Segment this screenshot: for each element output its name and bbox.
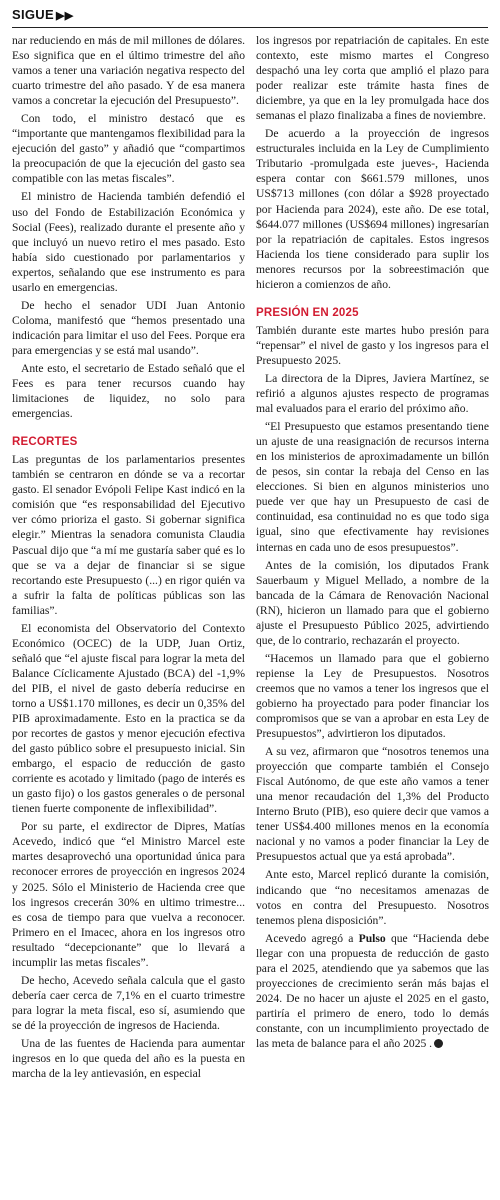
section-subhead-presion: PRESIÓN EN 2025	[256, 306, 359, 319]
paragraph: los ingresos por repatriación de capitales. En este contexto, este mismo martes el Congreso despachó una ley corta que amplió el plazo para poder realizar este trámite hasta fines de diciembre, ya que en la ley promulgada hace dos semanas el plazo finalizaba a fines de noviembre.	[256, 34, 489, 123]
paragraph: El economista del Observatorio del Contexto Económico (OCEC) de la UDP, Juan Ortiz, señaló que “el ajuste fiscal para lograr la meta del Balance Cíclicamente Ajustado (BCA) del -1,9% del PIB, el nivel de gasto debería reducirse en torno a US$1.170 millones, es decir un 0,35% del PIB aproximadamente. Esto en la practica se da por recortes de gastos y menor ejecución efectiva del gasto público sobre el presupuesto inicial. Sin embargo, el espacio de reducción de gasto corriente es acotado y limitado (pago de interés es un gasto fijo) o los gastos generales o de personal tienen fuerte componente de inflexibilidad”.	[12, 621, 245, 816]
paragraph: De hecho el senador UDI Juan Antonio Coloma, manifestó que “hemos presentado una indicación para limitar el uso del Fees. Porque era para emergencias y se está mal usando”.	[12, 298, 245, 357]
paragraph: “Hacemos un llamado para que el gobierno repiense la Ley de Presupuestos. Nosotros creemos que no vamos a tener los ingresos que el gobierno ha proyectado para poder financiar los compromisos que se van a aprobar en esta Ley de Presupuestos”, advirtieron los diputados.	[256, 651, 489, 741]
article-column-left	[12, 33, 245, 1081]
paragraph: También durante este martes hubo presión para “repensar” el nivel de gasto y los ingresos para el Presupuesto 2025.	[256, 323, 489, 367]
paragraph: La directora de la Dipres, Javiera Martínez, se refirió a algunos ajustes respecto de programas mal evaluados para el erario del próximo año.	[256, 371, 489, 416]
paragraph: De hecho, Acevedo señala calcula que el gasto debería caer cerca de 7,1% en el cuarto trimestre para lograr la meta fiscal, eso sí, asumiendo que se dé la proyección de ingresos de Hacienda.	[12, 973, 245, 1032]
article-column-right	[256, 33, 489, 1051]
continued-label: SIGUE	[12, 7, 54, 22]
paragraph: Ante esto, el secretario de Estado señaló que el Fees es para tener recursos cuando hay limitaciones de liquidez, no solo para emergencias.	[12, 361, 245, 421]
paragraph: Con todo, el ministro destacó que es “importante que mantengamos flexibilidad para la ejecución del gasto” y añadió que “compartimos la preocupación de que la ejecución del gasto sea compatible con las metas fiscales”.	[12, 112, 245, 186]
double-arrow-icon: ▶▶	[55, 10, 74, 22]
paragraph: El ministro de Hacienda también defendió el uso del Fondo de Estabilización Económica y Social (Fees), realizado durante el presente año y que incluyó un nuevo retiro el mes pasado. Esto había sido cuestionado por parlamentarios y expertos, señalando que ese instrumento es para usarlo en emergencias.	[12, 190, 245, 294]
paragraph: A su vez, afirmaron que “nosotros tenemos una proyección que comparte también el Consejo Fiscal Autónomo, de que este año vamos a tener una menor recaudación del 1,3% del Producto Interno Bruto (PIB), eso quiere decir que vamos a tener US$4.400 millones menos en la economía nacional y no vamos a poder financiar la Ley de Presupuestos actual que ya está aprobada”.	[256, 745, 489, 864]
end-of-article-icon	[434, 1039, 443, 1048]
paragraph: nar reduciendo en más de mil millones de dólares. Eso significa que en el último trimestre del año vamos a tener una variación negativa respecto del cuarto trimestre del año pasado. Y de esa manera vamos a concretar la ejecución del Presupuesto”.	[12, 34, 245, 108]
paragraph-final	[256, 931, 489, 1051]
paragraph: Antes de la comisión, los diputados Frank Sauerbaum y Miguel Mellado, a nombre de la bancada de la Cámara de Renovación Nacional (RN), hicieron un llamado para que el gobierno ajuste el Presupuesto Público 2025, advirtiendo que, de lo contrario, rechazarán el proyecto.	[256, 558, 489, 647]
text-run: que “Hacienda debe llegar con una propuesta de reducción de gasto para el 2025, atendiendo que ya sabemos que las proyecciones de crecimiento serán más bajas el 2024. De no hacer un ajuste el 2025 en el gasto, partiría el primero de enero, todo lo demás constante, con un incumplimiento proyectado de las meta de balance para el año 2025 .	[256, 931, 489, 1050]
publication-name: Pulso	[358, 931, 386, 945]
paragraph: De acuerdo a la proyección de ingresos estructurales incluida en la Ley de Cumplimiento Tributario -promulgada este jueves-, Hacienda espera contar con $661.579 millones, unos US$713 millones (con dólar a $928 proyectado por Hacienda para 2024), este año. De ese total, $644.077 millones (US$694 millones) ingresarían por la repatriación de capitales. Estos ingresos Hacienda los tiene considerado para suplir los menores recursos por la sobreestimación que hicieron a comienzos de año.	[256, 127, 489, 291]
paragraph: Por su parte, el exdirector de Dipres, Matías Acevedo, indicó que “el Ministro Marcel este martes desaprovechó una oportunidad única para reconocer errores de proyección en ingresos 2024 y 2025. Sólo el Ministerio de Hacienda cree que los ingresos crecerán 30% en ultimo trimestre... es cosa de tiempo para que vuelva a reconocer. Primero en el Imacec, ahora en los ingresos otro resultado “decepcionante” que lo llevará a incumplir las metas fiscales”.	[12, 820, 245, 969]
text-run: Acevedo agregó a	[265, 931, 359, 945]
paragraph: Una de las fuentes de Hacienda para aumentar ingresos en lo que queda del año es la puesta en marcha de la ley antievasión, en especial	[12, 1037, 245, 1081]
continued-marker	[12, 7, 74, 22]
section-subhead-recortes: RECORTES	[12, 436, 78, 449]
paragraph: “El Presupuesto que estamos presentando tiene un ajuste de una reasignación de recursos interna en los ministerios de aproximadamente un billón de pesos, sin contar la rebaja del Censo en las elecciones. Si bien en algunos ministerios uno puede ver que hay un Presupuesto de casi de continuidad, esa continuidad no es que todo siga igual, sino que efectivamente hay revisiones internas en cada uno de esos presupuestos”.	[256, 420, 489, 554]
paragraph: Ante esto, Marcel replicó durante la comisión, indicando que “no necesitamos amenazas de votos en contra del Presupuesto. Nosotros tenemos plena disposición”.	[256, 868, 489, 927]
header-divider	[12, 27, 488, 28]
paragraph: Las preguntas de los parlamentarios presentes también se centraron en dónde se va a recortar gasto. El senador Evópoli Felipe Kast indicó en la comisión que “es responsabilidad del Ejecutivo ver cómo prioriza el gasto. Si gobernar significa elegir.” Mientras la senadora comunista Claudia Pascual dijo que “a mí me gustaría saber qué es lo que se va a dejar de financiar si se sigue recortando este Presupuesto (...) en rigor quién va a sufrir la falta de políticas públicas son las familias”.	[12, 453, 245, 617]
